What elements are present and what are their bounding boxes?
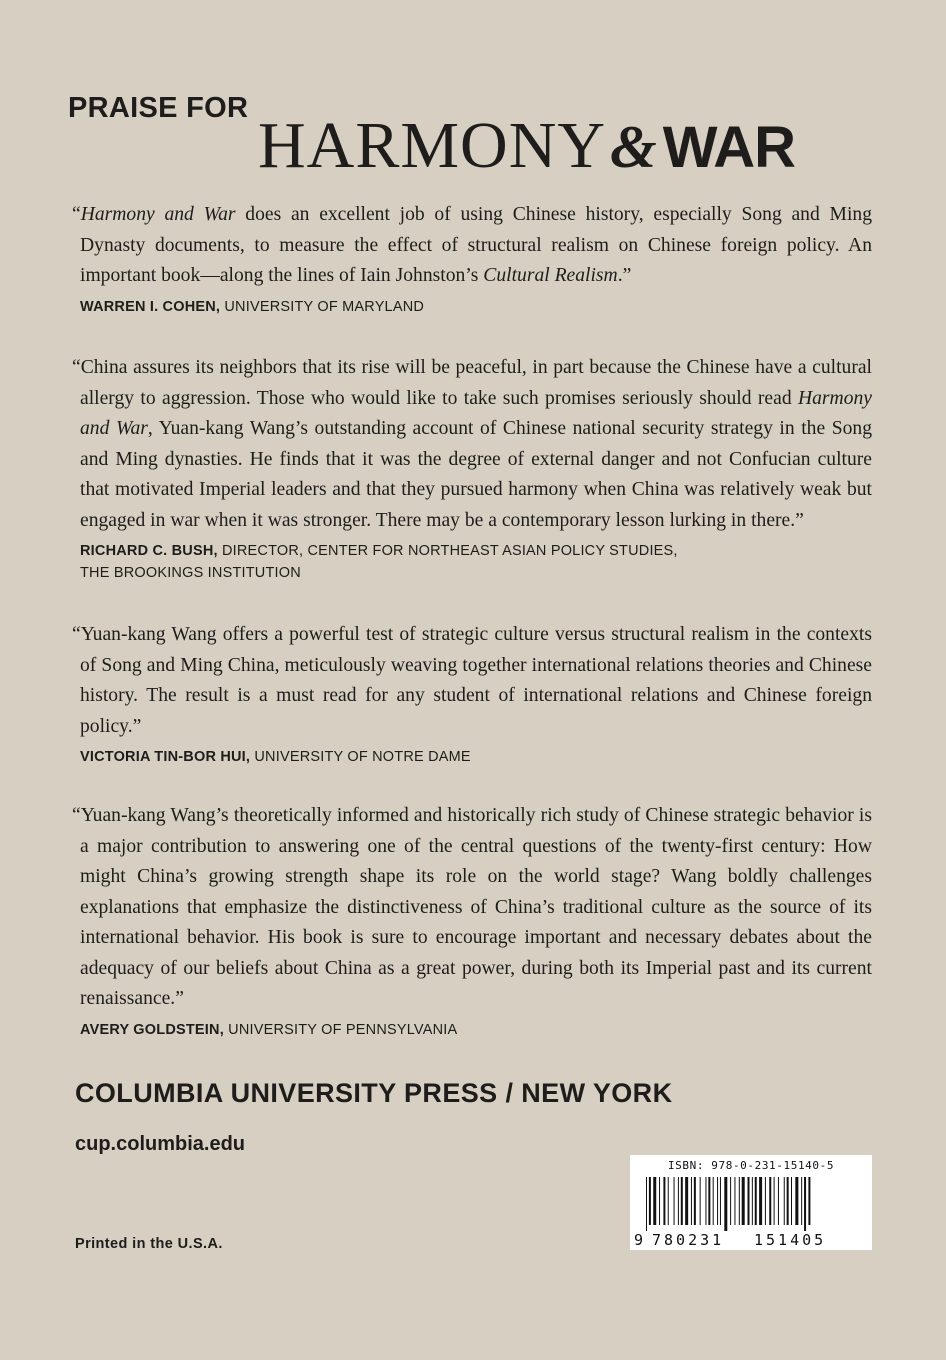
blurb-attribution: RICHARD C. BUSH, DIRECTOR, CENTER FOR NORTHEAST ASIAN POLICY STUDIES, THE BROOKINGS INSTITUTION bbox=[80, 543, 678, 581]
barcode-bar bbox=[720, 1177, 721, 1225]
title-harmony: HARMONY bbox=[258, 109, 607, 182]
barcode-left-digits: 780231 bbox=[652, 1231, 725, 1249]
isbn-barcode bbox=[630, 1155, 872, 1250]
publisher-imprint: COLUMBIA UNIVERSITY PRESS / NEW YORK bbox=[75, 1078, 673, 1108]
blurb-attribution: VICTORIA TIN-BOR HUI, UNIVERSITY OF NOTRE DAME bbox=[80, 749, 471, 765]
blurb-bush bbox=[72, 353, 873, 584]
blurb-goldstein bbox=[72, 801, 872, 1041]
isbn-text: ISBN: 978-0-231-15140-5 bbox=[667, 1159, 835, 1172]
publisher-website: cup.columbia.edu bbox=[75, 1133, 246, 1155]
barcode-bar bbox=[787, 1177, 789, 1225]
barcode-bar bbox=[668, 1177, 669, 1225]
barcode-lead-digit: 9 bbox=[634, 1231, 644, 1249]
barcode-bar bbox=[708, 1177, 710, 1225]
barcode-bar bbox=[724, 1177, 727, 1231]
barcode-bar bbox=[804, 1177, 806, 1231]
barcode-bar bbox=[646, 1177, 647, 1231]
barcode-bar bbox=[694, 1177, 696, 1225]
barcode-bar bbox=[795, 1177, 798, 1225]
barcode-bar bbox=[663, 1177, 665, 1225]
barcode-bar bbox=[649, 1177, 651, 1225]
barcode-bar bbox=[681, 1177, 683, 1225]
barcode-bar bbox=[759, 1177, 762, 1225]
blurb-attribution: WARREN I. COHEN, UNIVERSITY OF MARYLAND bbox=[80, 298, 425, 315]
barcode-bar bbox=[748, 1177, 750, 1225]
barcode-bar bbox=[791, 1177, 792, 1225]
barcode-bar bbox=[713, 1177, 714, 1225]
barcode-bar bbox=[674, 1177, 675, 1225]
barcode-bar bbox=[808, 1177, 810, 1225]
barcode-bar bbox=[691, 1177, 692, 1225]
title-ampersand: & bbox=[610, 114, 657, 180]
barcode-bars bbox=[636, 1177, 866, 1231]
blurb-quote: “China assures its neighbors that its rise will be peaceful, in part because the Chinese have a cultural allergy to aggression. Those who would like to take such promises seriously should read Harmony and War, Yuan-kang Wang’s outstanding account of Chinese national security strategy in the Song and Ming dynasties. He finds that it was the degree of external danger and not Confucian culture that motivated Imperial leaders and that they pursued harmony when China was relatively weak but engaged in war when it was stronger. There may be a contemporary lesson lurking in there.” bbox=[72, 357, 873, 531]
title-war: WAR bbox=[662, 115, 796, 180]
barcode-bar bbox=[659, 1177, 660, 1225]
barcode-bar bbox=[765, 1177, 766, 1225]
barcode-bar bbox=[678, 1177, 679, 1225]
barcode-bar bbox=[730, 1177, 731, 1225]
barcode-bar bbox=[778, 1177, 779, 1225]
barcode-bar bbox=[739, 1177, 740, 1225]
book-title bbox=[258, 108, 795, 184]
blurb-quote: “Yuan-kang Wang’s theoretically informed and historically rich study of Chinese strategic behavior is a major contribution to answering one of the central questions of the twenty-first century: How might China’s growing strength shape its role on the world stage? Wang boldly challenges explanations that emphasize the distinctiveness of China’s traditional culture as the source of its international behavior. His book is sure to encourage important and necessary debates about the adequacy of our beliefs about China as a great power, during both its Imperial past and its current renaissance.” bbox=[72, 805, 872, 1009]
blurb-quote: “Harmony and War does an excellent job of using Chinese history, especially Song and Ming Dynasty documents, to measure the effect of structural realism on Chinese foreign policy. An important book—along the lines of Iain Johnston’s Cultural Realism.” bbox=[72, 204, 872, 286]
barcode-bar bbox=[769, 1177, 771, 1225]
printed-in-note: Printed in the U.S.A. bbox=[75, 1236, 223, 1252]
barcode-bar bbox=[700, 1177, 701, 1225]
barcode-bar bbox=[774, 1177, 775, 1225]
blurb-attribution: AVERY GOLDSTEIN, UNIVERSITY OF PENNSYLVANIA bbox=[80, 1021, 458, 1038]
barcode-bar bbox=[734, 1177, 735, 1225]
blurb-hui bbox=[72, 620, 872, 768]
barcode-bar bbox=[742, 1177, 745, 1225]
praise-for-label: PRAISE FOR bbox=[68, 92, 249, 124]
barcode-bar bbox=[784, 1177, 785, 1225]
barcode-bar bbox=[705, 1177, 706, 1225]
barcode-bar bbox=[752, 1177, 753, 1225]
barcode-bar bbox=[755, 1177, 757, 1225]
blurb-cohen bbox=[72, 200, 872, 318]
barcode-right-digits: 151405 bbox=[754, 1231, 827, 1249]
barcode-bar bbox=[685, 1177, 688, 1225]
barcode-bar bbox=[653, 1177, 656, 1225]
barcode-bar bbox=[717, 1177, 718, 1225]
barcode-bar bbox=[801, 1177, 802, 1225]
blurb-quote: “Yuan-kang Wang offers a powerful test of strategic culture versus structural realism in the contexts of Song and Ming China, meticulously weaving together international relations theories and Chinese history. The result is a must read for any student of international relations and Chinese foreign policy.” bbox=[72, 624, 872, 737]
